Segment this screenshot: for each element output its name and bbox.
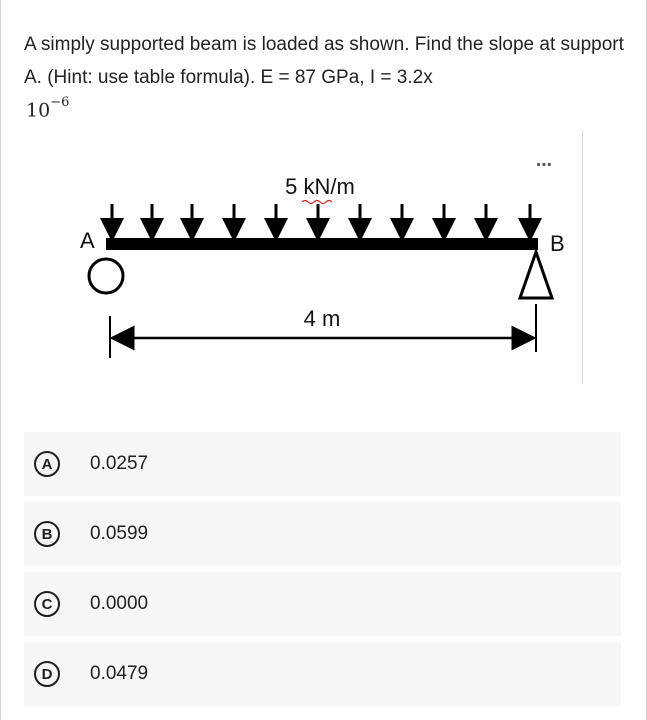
support-a-label: A bbox=[80, 228, 95, 253]
load-label-squiggle bbox=[302, 201, 332, 204]
exponent-base: 10 bbox=[26, 99, 51, 122]
roller-support-a bbox=[89, 259, 123, 293]
option-b[interactable] bbox=[24, 502, 621, 566]
more-options-icon[interactable]: ⋯ bbox=[536, 157, 553, 174]
question-exponent bbox=[26, 95, 70, 122]
question-text: A simply supported beam is loaded as shown. Find the slope at support A. (Hint: use table formula). E = 87 GPa, I = 3.2x bbox=[24, 34, 624, 88]
option-value: 0.0479 bbox=[90, 663, 149, 684]
option-value: 0.0257 bbox=[90, 453, 149, 474]
support-b-label: B bbox=[550, 231, 565, 256]
option-c[interactable] bbox=[24, 572, 621, 636]
distributed-load bbox=[112, 204, 530, 230]
option-letter-badge: A bbox=[34, 451, 60, 477]
left-border bbox=[0, 0, 1, 720]
span-label: 4 m bbox=[303, 306, 341, 331]
figure-divider bbox=[582, 130, 583, 384]
option-letter-badge: C bbox=[34, 591, 60, 617]
option-d[interactable] bbox=[24, 642, 621, 706]
beam-diagram bbox=[40, 130, 580, 375]
option-value: 0.0599 bbox=[90, 523, 149, 544]
option-letter-badge: B bbox=[34, 521, 60, 547]
pin-support-b bbox=[520, 252, 552, 298]
option-a[interactable] bbox=[24, 432, 621, 496]
exponent-power: −6 bbox=[50, 95, 70, 110]
load-label: 5 kN/m bbox=[285, 174, 355, 199]
beam bbox=[106, 238, 538, 250]
option-letter-badge: D bbox=[34, 661, 60, 687]
option-value: 0.0000 bbox=[90, 593, 149, 614]
